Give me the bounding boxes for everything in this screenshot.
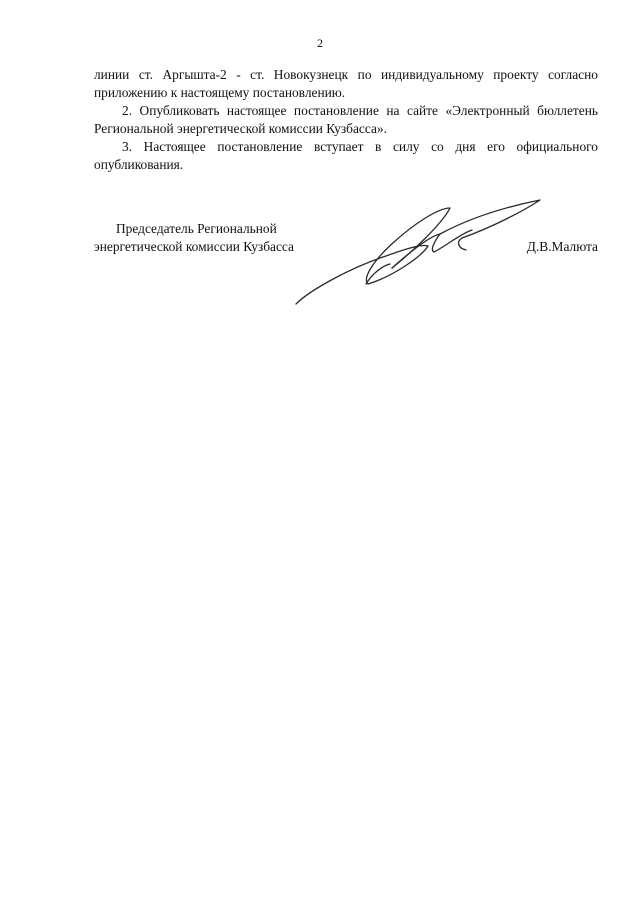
handwritten-signature [290,190,550,310]
signatory-position-line2: энергетической комиссии Кузбасса [94,239,294,254]
paragraph-effective-date: 3. Настоящее постановление вступает в силу со дня его официального опубликования. [94,139,598,172]
document-body [94,66,598,174]
paragraph-publish: 2. Опубликовать настоящее постановление на сайте «Электронный бюллетень Региональной энергетической комиссии Кузбасса». [94,103,598,136]
signatory-name: Д.В.Малюта [526,239,598,254]
signatory-position [94,220,294,256]
paragraph-continuation: линии ст. Аргышта-2 - ст. Новокузнецк по индивидуальному проекту согласно приложению к настоящему постановлению. [94,67,598,100]
page-number: 2 [317,36,323,50]
signatory-position-line1: Председатель Региональной [116,221,277,236]
